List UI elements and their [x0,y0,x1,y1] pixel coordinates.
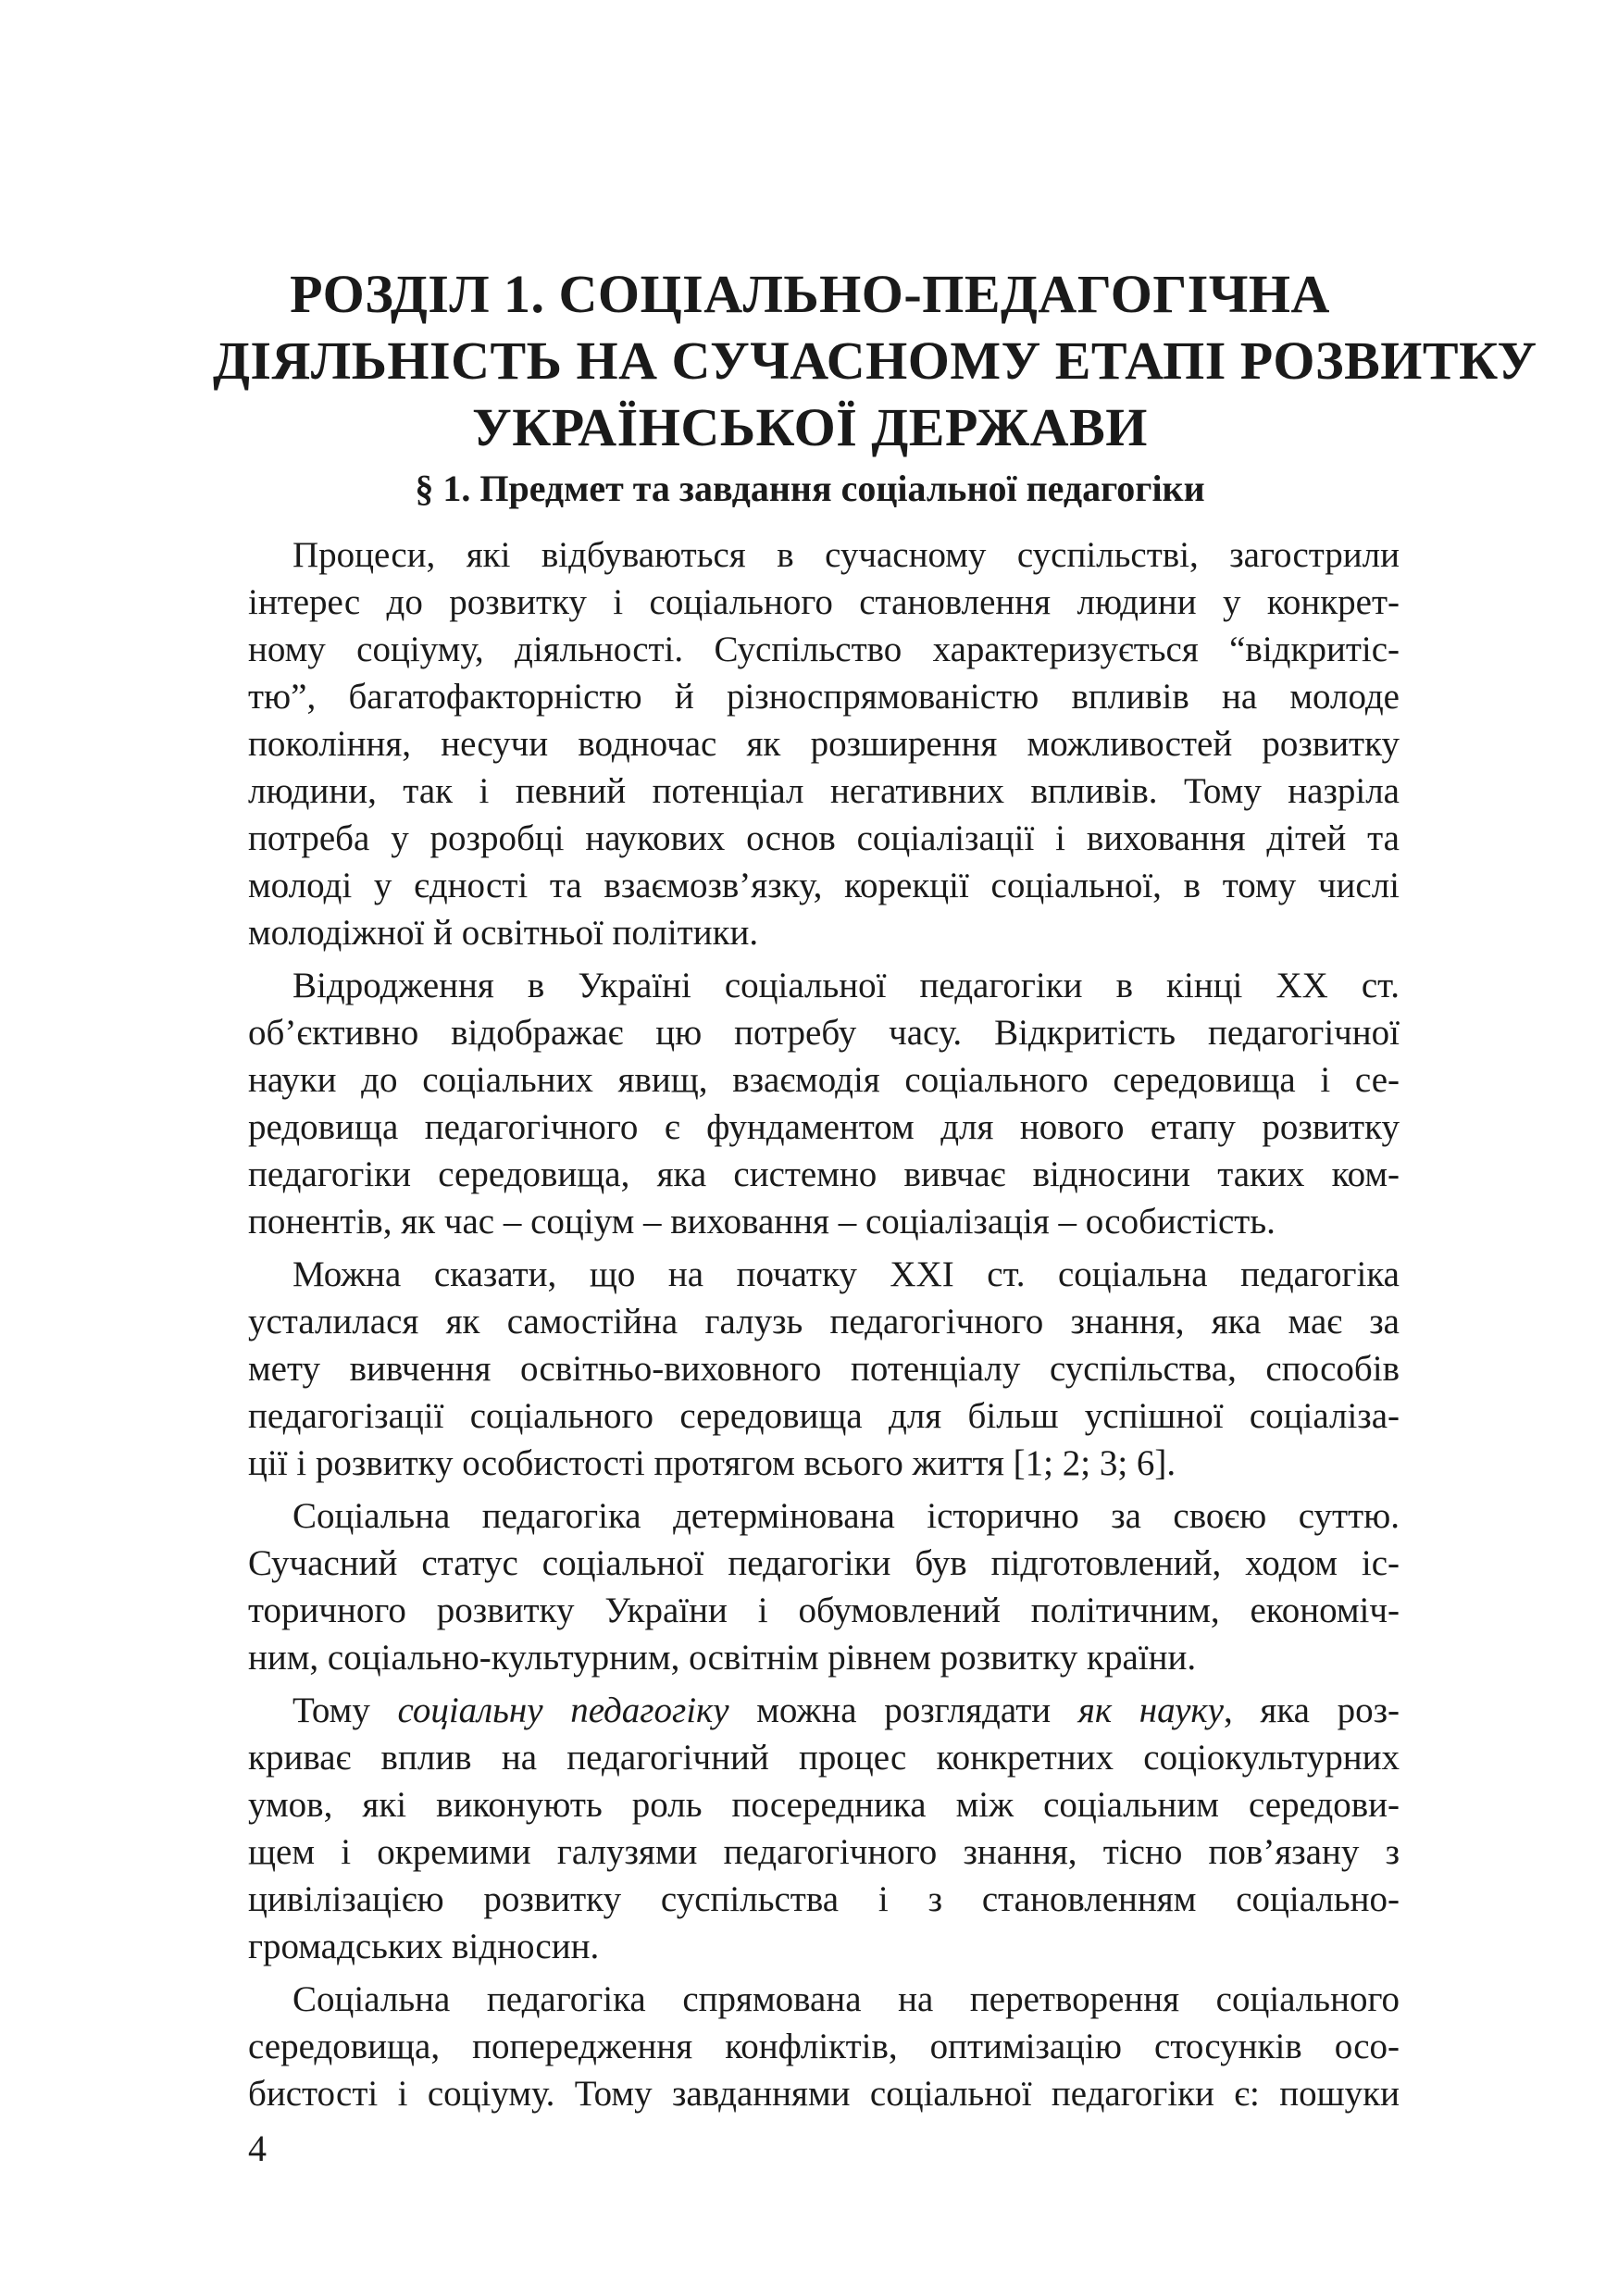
chapter-title-line: РОЗДІЛ 1. СОЦІАЛЬНО-ПЕДАГОГІЧНА [290,264,1330,324]
text-line: Соціальна педагогіка спрямована на перетворення соціального [292,1979,1400,2019]
text-line: мету вивчення освітньо-виховного потенціалу суспільства, способів [248,1349,1400,1389]
text-line: інтерес до розвитку і соціального становлення людини у конкрет- [248,582,1400,622]
text-line: криває вплив на педагогічний процес конкретних соціокультурних [248,1738,1400,1778]
text-line: торичного розвитку України і обумовлений політичним, економіч- [248,1591,1400,1630]
text-line: Можна сказати, що на початку ХХІ ст. соціальна педагогіка [292,1254,1400,1294]
text-line: ному соціуму, діяльності. Суспільство характеризується “відкритіс- [248,630,1400,669]
paragraph [248,1687,1400,1970]
chapter-title [213,261,1537,461]
text-line: науки до соціальних явищ, взаємодія соціального середовища і се- [248,1060,1400,1100]
paragraph [248,1251,1400,1487]
text-line: ції і розвитку особистості протягом всього життя [1; 2; 3; 6]. [248,1443,1176,1483]
text-line: редовища педагогічного є фундаментом для нового етапу розвитку [248,1107,1400,1147]
text-run: можна розглядати [728,1691,1078,1730]
text-line [248,1687,1400,1734]
text-line: Відродження в Україні соціальної педагогіки в кінці ХХ ст. [292,966,1400,1005]
paragraph [248,531,1400,956]
text-line: покоління, несучи водночас як розширення можливостей розвитку [248,724,1400,764]
paragraph [248,1492,1400,1681]
text-line: тю”, багатофакторністю й різноспрямованістю впливів на молоде [248,677,1400,717]
text-run: Тому [292,1691,398,1730]
paragraph [248,1976,1400,2117]
text-line: молоді у єдності та взаємозв’язку, корекції соціальної, в тому числі [248,866,1400,905]
text-line: Процеси, які відбуваються в сучасному суспільстві, загострили [292,535,1400,575]
chapter-title-line: ДІЯЛЬНІСТЬ НА СУЧАСНОМУ ЕТАПІ РОЗВИТКУ [213,331,1537,391]
text-line: середовища, попередження конфліктів, оптимізацію стосунків осо- [248,2027,1400,2066]
text-line: щем і окремими галузями педагогічного знання, тісно пов’язану з [248,1832,1400,1872]
text-line: педагогізації соціального середовища для більш успішної соціаліза- [248,1396,1400,1436]
body-text [248,531,1400,2117]
page-number: 4 [248,2128,267,2169]
text-line: бистості і соціуму. Тому завданнями соціальної педагогіки є: пошуки [248,2074,1400,2114]
chapter-title-line: УКРАЇНСЬКОЇ ДЕРЖАВИ [472,397,1148,457]
italic-term: як науку [1077,1691,1224,1730]
text-line: людини, так і певний потенціал негативних впливів. Тому назріла [248,771,1400,811]
text-line: Сучасний статус соціальної педагогіки був підготовлений, ходом іс- [248,1543,1400,1583]
italic-term: соціальну педагогіку [397,1691,729,1730]
text-line: педагогіки середовища, яка системно вивчає відносини таких ком- [248,1154,1400,1194]
text-line: молодіжної й освітньої політики. [248,913,759,953]
text-line: Соціальна педагогіка детермінована історично за своєю суттю. [292,1496,1400,1536]
text-run: , яка роз- [1223,1691,1400,1730]
section-title: § 1. Предмет та завдання соціальної педагогіки [415,468,1205,509]
text-line: потреба у розробці наукових основ соціалізації і виховання дітей та [248,818,1400,858]
paragraph [248,962,1400,1245]
text-line: понентів, як час – соціум – виховання – соціалізація – особистість. [248,1202,1276,1242]
text-line: умов, які виконують роль посередника між соціальним середови- [248,1785,1400,1825]
text-line: об’єктивно відображає цю потребу часу. Відкритість педагогічної [248,1013,1400,1053]
text-line: цивілізацією розвитку суспільства і з становленням соціально- [248,1879,1400,1919]
text-line: ним, соціально-культурним, освітнім рівнем розвитку країни. [248,1638,1197,1678]
text-line: громадських відносин. [248,1927,600,1966]
text-line: усталилася як самостійна галузь педагогічного знання, яка має за [248,1302,1400,1341]
